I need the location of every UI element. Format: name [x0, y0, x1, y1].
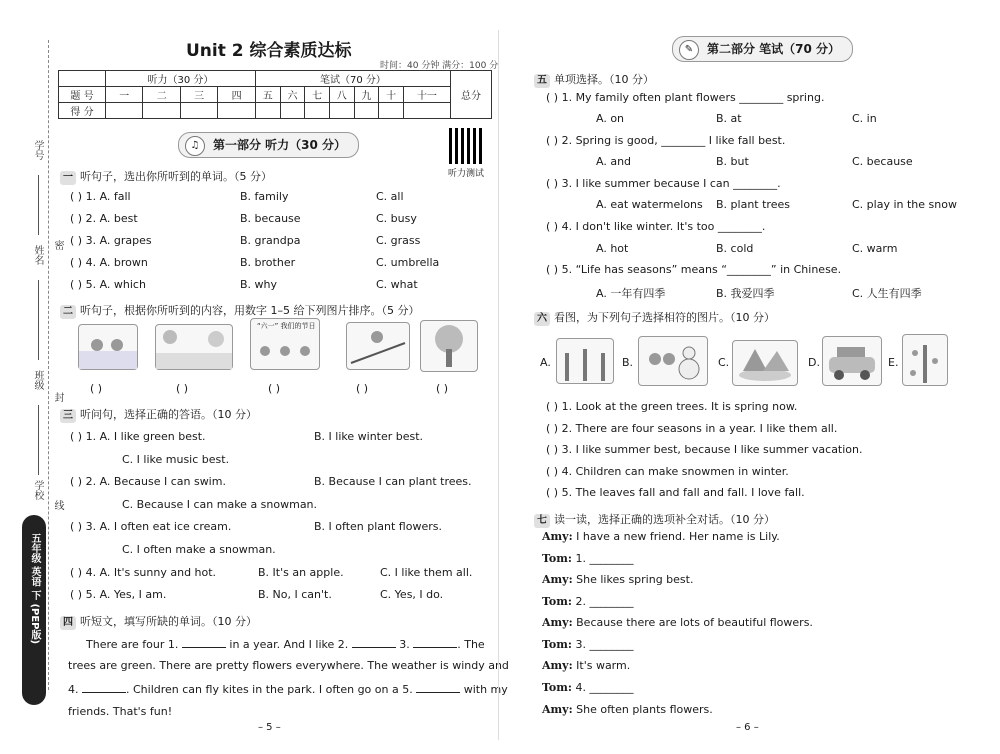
picture-label: B. — [622, 356, 634, 369]
section-5-header — [534, 71, 654, 88]
part2-banner — [672, 36, 853, 62]
picture-label: C. — [718, 356, 730, 369]
section-number: 四 — [60, 616, 76, 630]
speaker: Amy: — [542, 573, 573, 586]
option-a[interactable]: ( ) 5. A. Yes, I am. — [70, 588, 167, 601]
matching-item[interactable]: ( ) 1. Look at the green trees. It is spring now. — [546, 400, 798, 413]
option-b[interactable]: B. why — [240, 278, 278, 291]
side-fill-line — [38, 280, 39, 360]
utterance-blank[interactable]: 3. ________ — [575, 638, 634, 651]
side-fill-line — [38, 175, 39, 235]
question-stem[interactable]: ( ) 5. A. which — [70, 278, 146, 291]
option-b[interactable]: B. No, I can't. — [258, 588, 332, 601]
falling-leaves-picture — [902, 334, 948, 386]
option-c[interactable]: C. umbrella — [376, 256, 440, 269]
dialog-line — [542, 616, 813, 629]
matching-item[interactable]: ( ) 2. There are four seasons in a year. I like them all. — [546, 422, 838, 435]
option-a[interactable]: A. on — [596, 112, 625, 125]
book-spine-tab — [22, 515, 46, 705]
passage-text: There are four 1. — [86, 638, 179, 651]
score-group-listening: 听力（30 分） — [106, 71, 256, 87]
answer-paren[interactable]: ( ) — [268, 382, 281, 395]
question-stem[interactable]: ( ) 3. I like summer because I can ________. — [546, 177, 781, 190]
option-b[interactable]: B. I like winter best. — [314, 430, 424, 443]
option-b[interactable]: B. plant trees — [716, 198, 790, 211]
section-7-header — [534, 511, 775, 528]
car-trip-picture — [822, 336, 882, 386]
question-stem[interactable]: ( ) 1. A. fall — [70, 190, 131, 203]
option-a[interactable]: A. eat watermelons — [596, 198, 703, 211]
score-cell[interactable] — [354, 103, 379, 119]
section-number: 六 — [534, 312, 550, 326]
skiing-picture — [346, 322, 410, 370]
passage-text: 3. — [399, 638, 410, 651]
section-title: 读一读，选择正确的选项补全对话。（10 分） — [554, 513, 775, 526]
swimming-kids-picture — [78, 324, 138, 370]
answer-paren[interactable]: ( ) — [436, 382, 449, 395]
qr-code-icon[interactable] — [449, 128, 485, 164]
score-col-num: 七 — [305, 87, 330, 103]
part2-banner-label: 第二部分 笔试（70 分） — [707, 42, 841, 56]
score-table-corner — [59, 71, 106, 87]
answer-paren[interactable]: ( ) — [356, 382, 369, 395]
section-title: 听句子，根据你所听到的内容，用数字 1–5 给下列图片排序。（5 分） — [80, 304, 420, 317]
section-number: 七 — [534, 514, 550, 528]
section-3-header — [60, 406, 257, 423]
option-b[interactable]: B. brother — [240, 256, 296, 269]
option-c[interactable]: C. I like them all. — [380, 566, 473, 579]
option-b[interactable]: B. because — [240, 212, 301, 225]
option-a[interactable]: A. hot — [596, 242, 629, 255]
snowman-picture — [638, 336, 708, 386]
book-tab-label: 五年级 英语 下 (PEP版) — [29, 533, 40, 645]
blank-3[interactable] — [413, 637, 457, 648]
page-divider — [498, 30, 499, 740]
score-table — [58, 70, 492, 119]
section-number: 五 — [534, 74, 550, 88]
option-c[interactable]: C. I like music best. — [122, 453, 230, 466]
option-a[interactable]: ( ) 4. A. It's sunny and hot. — [70, 566, 217, 579]
option-a[interactable]: A. 一年有四季 — [596, 287, 666, 300]
picture-label: E. — [888, 356, 899, 369]
score-cell[interactable] — [180, 103, 217, 119]
utterance-blank[interactable]: 1. ________ — [575, 552, 634, 565]
section-title: 听短文，填写所缺的单词。（10 分） — [80, 615, 257, 628]
answer-paren[interactable]: ( ) — [176, 382, 189, 395]
speaker: Amy: — [542, 703, 573, 716]
passage-text: . Children can fly kites in the park. I often go on a 5. — [126, 683, 413, 696]
passage-line-3 — [68, 682, 508, 696]
utterance: She often plants flowers. — [576, 703, 713, 716]
side-label-feng: 封 — [52, 392, 63, 402]
question-stem[interactable]: ( ) 2. Spring is good, ________ I like fall best. — [546, 134, 786, 147]
part1-banner — [178, 132, 359, 158]
option-b[interactable]: B. I often plant flowers. — [314, 520, 442, 533]
option-b[interactable]: B. but — [716, 155, 749, 168]
dialog-line — [542, 573, 693, 586]
scroll-icon: ✎ — [679, 40, 699, 60]
passage-text: . The — [457, 638, 485, 651]
option-b[interactable]: B. Because I can plant trees. — [314, 475, 472, 488]
score-cell[interactable] — [305, 103, 330, 119]
score-col-num: 八 — [329, 87, 354, 103]
speaker: Tom: — [542, 552, 572, 565]
utterance: It's warm. — [576, 659, 631, 672]
answer-paren[interactable]: ( ) — [90, 382, 103, 395]
score-cell[interactable] — [379, 103, 404, 119]
blank-1[interactable] — [182, 637, 226, 648]
speaker: Amy: — [542, 530, 573, 543]
speaker: Amy: — [542, 659, 573, 672]
flower-field-picture — [155, 324, 233, 370]
matching-item[interactable]: ( ) 5. The leaves fall and fall and fall. I love fall. — [546, 486, 805, 499]
speaker: Tom: — [542, 595, 572, 608]
speaker: Amy: — [542, 616, 573, 629]
dialog-line — [542, 681, 633, 694]
option-b[interactable]: B. cold — [716, 242, 754, 255]
headphones-icon: ♫ — [185, 136, 205, 156]
childrens-day-picture — [250, 318, 320, 370]
utterance-blank[interactable]: 2. ________ — [575, 595, 634, 608]
dialog-line — [542, 638, 633, 651]
option-a[interactable]: ( ) 3. A. I often eat ice cream. — [70, 520, 232, 533]
option-c[interactable]: C. 人生有四季 — [852, 287, 922, 300]
section-6-header — [534, 309, 775, 326]
section-4-header — [60, 613, 257, 630]
score-col-num: 十一 — [403, 87, 450, 103]
question-stem[interactable]: ( ) 3. A. grapes — [70, 234, 152, 247]
side-label-xuehao: 学号 — [32, 140, 43, 160]
side-label-mi: 密 — [52, 240, 63, 250]
matching-item[interactable]: ( ) 4. Children can make snowmen in winter. — [546, 465, 789, 478]
speaker: Tom: — [542, 638, 572, 651]
score-cell[interactable] — [255, 103, 280, 119]
section-number: 一 — [60, 171, 76, 185]
part1-banner-label: 第一部分 听力（30 分） — [213, 138, 347, 152]
passage-line-2: trees are green. There are pretty flowers everywhere. The weather is windy and — [68, 659, 509, 672]
option-b[interactable]: B. family — [240, 190, 289, 203]
utterance: I have a new friend. Her name is Lily. — [576, 530, 780, 543]
score-col-num: 二 — [143, 87, 180, 103]
section-number: 三 — [60, 409, 76, 423]
dialog-line — [542, 659, 630, 672]
score-cell[interactable] — [403, 103, 450, 119]
section-title: 听句子，选出你所听到的单词。（5 分） — [80, 170, 272, 183]
question-stem[interactable]: ( ) 5. “Life has seasons” means “________” in Chinese. — [546, 263, 842, 276]
question-stem[interactable]: ( ) 4. I don't like winter. It's too ________. — [546, 220, 766, 233]
passage-text: with my — [463, 683, 508, 696]
score-col-num: 十 — [379, 87, 404, 103]
qr-label: 听力测试 — [448, 169, 485, 179]
option-c[interactable]: C. Yes, I do. — [380, 588, 444, 601]
score-total-header: 总分 — [451, 71, 492, 119]
picture-label: D. — [808, 356, 820, 369]
utterance-blank[interactable]: 4. ________ — [575, 681, 634, 694]
side-fill-line — [38, 405, 39, 475]
score-cell[interactable] — [218, 103, 256, 119]
section-2-header — [60, 302, 419, 319]
question-stem[interactable]: ( ) 2. A. best — [70, 212, 138, 225]
score-group-writing: 笔试（70 分） — [255, 71, 450, 87]
option-b[interactable]: B. at — [716, 112, 742, 125]
score-cell[interactable] — [143, 103, 180, 119]
score-col-num: 三 — [180, 87, 217, 103]
side-label-xian: 线 — [52, 500, 63, 510]
option-c[interactable]: C. I often make a snowman. — [122, 543, 276, 556]
score-col-num: 四 — [218, 87, 256, 103]
summer-plants-picture — [732, 340, 798, 386]
utterance: She likes spring best. — [576, 573, 694, 586]
option-c[interactable]: C. Because I can make a snowman. — [122, 498, 318, 511]
section-1-header — [60, 168, 272, 185]
time-info: 时间：40 分钟 满分：100 分 — [380, 61, 499, 71]
binding-dashed-line — [48, 40, 49, 690]
page-number-right: – 6 – — [736, 722, 759, 733]
fall-tree-picture — [420, 320, 478, 372]
option-c[interactable]: C. all — [376, 190, 404, 203]
side-label-banji: 班级 — [32, 370, 43, 390]
option-c[interactable]: C. in — [852, 112, 877, 125]
option-b[interactable]: B. grandpa — [240, 234, 301, 247]
option-c[interactable]: C. grass — [376, 234, 421, 247]
page-title: Unit 2 综合素质达标 — [186, 41, 352, 61]
option-c[interactable]: C. warm — [852, 242, 898, 255]
matching-item[interactable]: ( ) 3. I like summer best, because I like summer vacation. — [546, 443, 863, 456]
option-b[interactable]: B. It's an apple. — [258, 566, 344, 579]
passage-text: 4. — [68, 683, 79, 696]
score-cell[interactable] — [329, 103, 354, 119]
blank-4[interactable] — [82, 682, 126, 693]
page-number-left: – 5 – — [258, 722, 281, 733]
dialog-line — [542, 530, 780, 543]
passage-line-4: friends. That's fun! — [68, 705, 173, 718]
score-col-num: 六 — [280, 87, 305, 103]
utterance: Because there are lots of beautiful flowers. — [576, 616, 813, 629]
option-a[interactable]: ( ) 2. A. Because I can swim. — [70, 475, 226, 488]
option-c[interactable]: C. busy — [376, 212, 417, 225]
passage-text: in a year. And I like 2. — [229, 638, 349, 651]
score-col-num: 九 — [354, 87, 379, 103]
section-title: 单项选择。（10 分） — [554, 73, 654, 86]
option-a[interactable]: ( ) 1. A. I like green best. — [70, 430, 206, 443]
blank-2[interactable] — [352, 637, 396, 648]
score-cell[interactable] — [106, 103, 143, 119]
option-c[interactable]: C. what — [376, 278, 418, 291]
section-title: 看图，为下列句子选择相符的图片。（10 分） — [554, 311, 775, 324]
blank-5[interactable] — [416, 682, 460, 693]
dialog-line — [542, 552, 633, 565]
option-a[interactable]: A. and — [596, 155, 632, 168]
section-number: 二 — [60, 305, 76, 319]
question-stem[interactable]: ( ) 4. A. brown — [70, 256, 148, 269]
option-c[interactable]: C. play in the snow — [852, 198, 957, 211]
score-row-label: 题 号 — [59, 87, 106, 103]
question-stem[interactable]: ( ) 1. My family often plant flowers ________ spring. — [546, 91, 825, 104]
picture-label: A. — [540, 356, 551, 369]
side-label-xingming: 姓名 — [32, 245, 43, 265]
spring-trees-picture — [556, 338, 614, 384]
dialog-line — [542, 595, 633, 608]
side-label-xuexiao: 学校 — [32, 480, 43, 500]
section-title: 听问句，选择正确的答语。（10 分） — [80, 408, 257, 421]
option-b[interactable]: B. 我爱四季 — [716, 287, 775, 300]
passage-line-1 — [86, 637, 485, 651]
score-cell[interactable] — [280, 103, 305, 119]
score-row-label: 得 分 — [59, 103, 106, 119]
dialog-line — [542, 703, 713, 716]
score-col-num: 五 — [255, 87, 280, 103]
speaker: Tom: — [542, 681, 572, 694]
option-c[interactable]: C. because — [852, 155, 913, 168]
picture-caption: “六一” 我们的节日 — [257, 322, 316, 330]
score-col-num: 一 — [106, 87, 143, 103]
